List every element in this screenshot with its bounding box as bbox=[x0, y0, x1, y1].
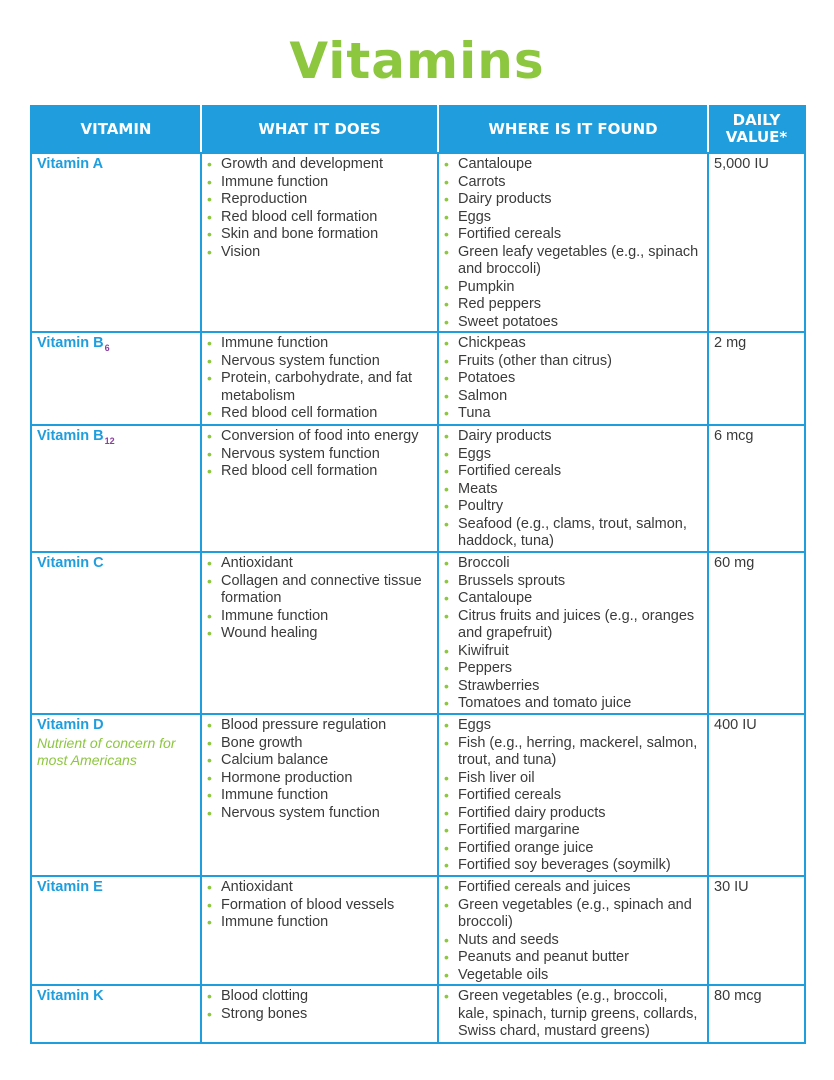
list-item: • Nervous system function bbox=[207, 805, 432, 823]
table-row bbox=[31, 153, 805, 332]
table-row bbox=[31, 332, 805, 425]
table-row bbox=[31, 552, 805, 714]
vitamin-note: Nutrient of concern for most Americans bbox=[37, 734, 176, 768]
function-list bbox=[207, 988, 432, 1023]
function-list bbox=[207, 717, 432, 822]
list-item: • Poultry bbox=[444, 498, 702, 516]
function-list bbox=[207, 428, 432, 481]
where-found-cell bbox=[438, 714, 708, 876]
list-item: • Cantaloupe bbox=[444, 156, 702, 174]
list-item: • Blood clotting bbox=[207, 988, 432, 1006]
vitamin-name-cell bbox=[31, 714, 201, 876]
list-item: • Nuts and seeds bbox=[444, 932, 702, 950]
list-item: • Sweet potatoes bbox=[444, 314, 702, 332]
list-item: • Peppers bbox=[444, 660, 702, 678]
list-item: • Meats bbox=[444, 481, 702, 499]
list-item: • Blood pressure regulation bbox=[207, 717, 432, 735]
function-list bbox=[207, 156, 432, 261]
list-item: • Cantaloupe bbox=[444, 590, 702, 608]
vitamin-name: Vitamin A bbox=[37, 156, 104, 172]
list-item: • Strawberries bbox=[444, 678, 702, 696]
table-row bbox=[31, 714, 805, 876]
what-it-does-cell bbox=[201, 552, 438, 714]
list-item: • Red blood cell formation bbox=[207, 463, 432, 481]
vitamin-name: Vitamin B bbox=[37, 335, 104, 351]
list-item: • Antioxidant bbox=[207, 555, 432, 573]
list-item: • Vision bbox=[207, 244, 432, 262]
list-item: • Green vegetables (e.g., broccoli, kale, spinach, turnip greens, collards, Swiss chard, mustard greens) bbox=[444, 988, 702, 1041]
function-list bbox=[207, 335, 432, 423]
list-item: • Red peppers bbox=[444, 296, 702, 314]
list-item: • Immune function bbox=[207, 914, 432, 932]
list-item: • Fortified cereals bbox=[444, 226, 702, 244]
table-row bbox=[31, 985, 805, 1043]
list-item: • Seafood (e.g., clams, trout, salmon, haddock, tuna) bbox=[444, 516, 702, 551]
list-item: • Skin and bone formation bbox=[207, 226, 432, 244]
list-item: • Peanuts and peanut butter bbox=[444, 949, 702, 967]
vitamin-name: Vitamin B bbox=[37, 428, 104, 444]
list-item: • Tuna bbox=[444, 405, 702, 423]
list-item: • Formation of blood vessels bbox=[207, 897, 432, 915]
list-item: • Fruits (other than citrus) bbox=[444, 353, 702, 371]
vitamin-subscript: 6 bbox=[104, 343, 110, 353]
function-list bbox=[207, 879, 432, 932]
header-vitamin: VITAMIN bbox=[31, 105, 201, 153]
where-found-cell bbox=[438, 153, 708, 332]
list-item: • Protein, carbohydrate, and fat metabolism bbox=[207, 370, 432, 405]
list-item: • Nervous system function bbox=[207, 446, 432, 464]
list-item: • Immune function bbox=[207, 335, 432, 353]
list-item: • Wound healing bbox=[207, 625, 432, 643]
vitamin-name-cell bbox=[31, 876, 201, 985]
header-where-found: WHERE IS IT FOUND bbox=[438, 105, 708, 153]
table-row bbox=[31, 425, 805, 552]
what-it-does-cell bbox=[201, 425, 438, 552]
vitamin-subscript: 12 bbox=[104, 436, 115, 446]
list-item: • Fish liver oil bbox=[444, 770, 702, 788]
list-item: • Kiwifruit bbox=[444, 643, 702, 661]
function-list bbox=[207, 555, 432, 643]
food-source-list bbox=[444, 156, 702, 331]
list-item: • Calcium balance bbox=[207, 752, 432, 770]
list-item: • Red blood cell formation bbox=[207, 405, 432, 423]
list-item: • Eggs bbox=[444, 209, 702, 227]
daily-value-cell: 80 mcg bbox=[708, 985, 805, 1043]
vitamin-name-cell bbox=[31, 332, 201, 425]
where-found-cell bbox=[438, 332, 708, 425]
list-item: • Citrus fruits and juices (e.g., oranges and grapefruit) bbox=[444, 608, 702, 643]
table-body bbox=[31, 153, 805, 1043]
table-header-row bbox=[31, 105, 805, 153]
where-found-cell bbox=[438, 876, 708, 985]
what-it-does-cell bbox=[201, 153, 438, 332]
where-found-cell bbox=[438, 425, 708, 552]
list-item: • Reproduction bbox=[207, 191, 432, 209]
list-item: • Dairy products bbox=[444, 428, 702, 446]
vitamin-name-cell bbox=[31, 552, 201, 714]
list-item: • Vegetable oils bbox=[444, 967, 702, 985]
vitamin-name-cell bbox=[31, 425, 201, 552]
list-item: • Nervous system function bbox=[207, 353, 432, 371]
what-it-does-cell bbox=[201, 876, 438, 985]
what-it-does-cell bbox=[201, 332, 438, 425]
food-source-list bbox=[444, 428, 702, 551]
list-item: • Antioxidant bbox=[207, 879, 432, 897]
list-item: • Broccoli bbox=[444, 555, 702, 573]
list-item: • Hormone production bbox=[207, 770, 432, 788]
list-item: • Brussels sprouts bbox=[444, 573, 702, 591]
list-item: • Immune function bbox=[207, 174, 432, 192]
header-what-it-does: WHAT IT DOES bbox=[201, 105, 438, 153]
list-item: • Immune function bbox=[207, 787, 432, 805]
where-found-cell bbox=[438, 552, 708, 714]
table-row bbox=[31, 876, 805, 985]
list-item: • Bone growth bbox=[207, 735, 432, 753]
food-source-list bbox=[444, 717, 702, 875]
food-source-list bbox=[444, 555, 702, 713]
vitamins-table bbox=[30, 105, 806, 1044]
vitamin-name: Vitamin K bbox=[37, 988, 104, 1004]
vitamin-name: Vitamin C bbox=[37, 555, 104, 571]
list-item: • Carrots bbox=[444, 174, 702, 192]
food-source-list bbox=[444, 879, 702, 984]
list-item: • Fortified dairy products bbox=[444, 805, 702, 823]
what-it-does-cell bbox=[201, 985, 438, 1043]
list-item: • Green leafy vegetables (e.g., spinach and broccoli) bbox=[444, 244, 702, 279]
list-item: • Chickpeas bbox=[444, 335, 702, 353]
list-item: • Tomatoes and tomato juice bbox=[444, 695, 702, 713]
list-item: • Pumpkin bbox=[444, 279, 702, 297]
food-source-list bbox=[444, 988, 702, 1041]
list-item: • Fortified cereals bbox=[444, 463, 702, 481]
list-item: • Fortified cereals bbox=[444, 787, 702, 805]
vitamin-name-cell bbox=[31, 153, 201, 332]
list-item: • Green vegetables (e.g., spinach and broccoli) bbox=[444, 897, 702, 932]
where-found-cell bbox=[438, 985, 708, 1043]
list-item: • Strong bones bbox=[207, 1006, 432, 1024]
list-item: • Fish (e.g., herring, mackerel, salmon, trout, and tuna) bbox=[444, 735, 702, 770]
daily-value-cell: 2 mg bbox=[708, 332, 805, 425]
list-item: • Fortified cereals and juices bbox=[444, 879, 702, 897]
list-item: • Dairy products bbox=[444, 191, 702, 209]
header-daily-value: DAILY VALUE* bbox=[708, 105, 805, 153]
list-item: • Eggs bbox=[444, 717, 702, 735]
list-item: • Fortified orange juice bbox=[444, 840, 702, 858]
list-item: • Fortified margarine bbox=[444, 822, 702, 840]
daily-value-cell: 60 mg bbox=[708, 552, 805, 714]
list-item: • Fortified soy beverages (soymilk) bbox=[444, 857, 702, 875]
list-item: • Growth and development bbox=[207, 156, 432, 174]
daily-value-cell: 5,000 IU bbox=[708, 153, 805, 332]
page-title: Vitamins bbox=[289, 32, 545, 90]
list-item: • Eggs bbox=[444, 446, 702, 464]
list-item: • Immune function bbox=[207, 608, 432, 626]
list-item: • Collagen and connective tissue formation bbox=[207, 573, 432, 608]
daily-value-cell: 6 mcg bbox=[708, 425, 805, 552]
daily-value-cell: 400 IU bbox=[708, 714, 805, 876]
list-item: • Red blood cell formation bbox=[207, 209, 432, 227]
vitamin-name: Vitamin E bbox=[37, 879, 103, 895]
what-it-does-cell bbox=[201, 714, 438, 876]
list-item: • Potatoes bbox=[444, 370, 702, 388]
vitamin-name-cell bbox=[31, 985, 201, 1043]
vitamin-name: Vitamin D bbox=[37, 717, 104, 733]
list-item: • Salmon bbox=[444, 388, 702, 406]
daily-value-cell: 30 IU bbox=[708, 876, 805, 985]
list-item: • Conversion of food into energy bbox=[207, 428, 432, 446]
food-source-list bbox=[444, 335, 702, 423]
